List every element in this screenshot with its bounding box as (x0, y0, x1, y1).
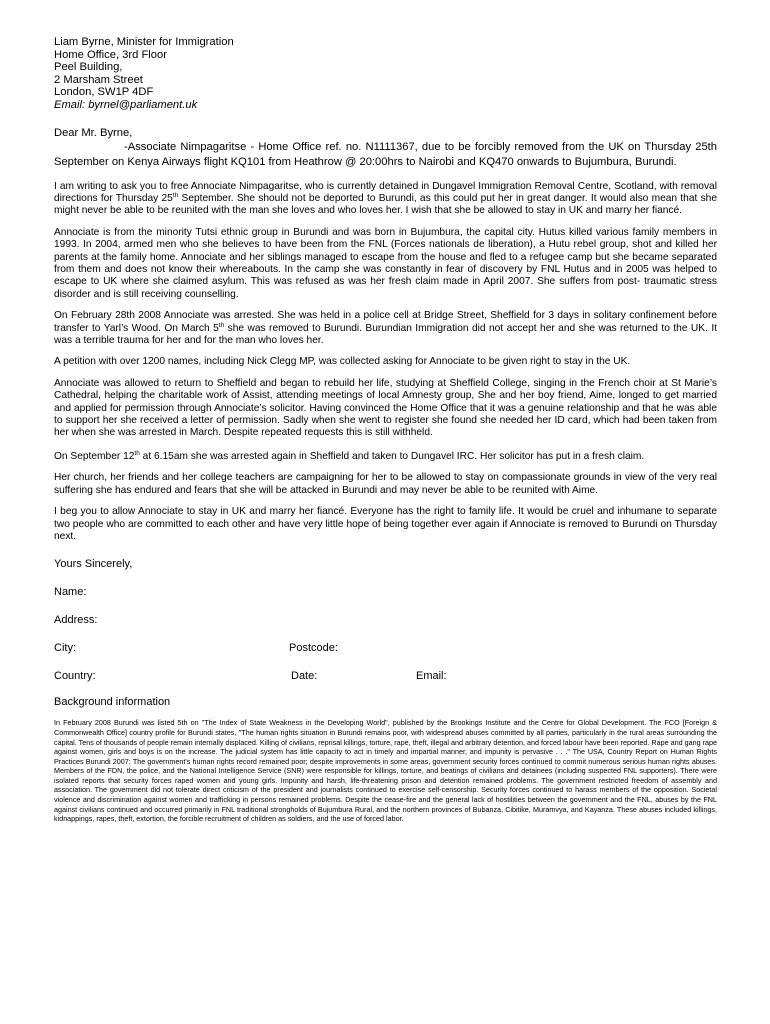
country-field-label: Country: (54, 670, 96, 683)
paragraph-text: September. She should not be deported to Burundi, as this could put her in great danger. It would also mean that she might never be able to be reunited with the man she loves and who loves her. I wish that she be allowed to stay in UK and marry her fiancé. (54, 192, 717, 217)
paragraph-arrest (54, 310, 717, 347)
paragraph-background: Annociate is from the minority Tutsi ethnic group in Burundi and was born in Bujumbura, the capital city. Hutus killed various family members in 1993. In 2004, armed men who she believes to have been from the FNL (Forces nationals de liberation), a Hutu rebel group, shot and killed her parents at the family home. Annociate and her siblings managed to escape from the house and fled to a refugee camp but she became separated from them and does not know their whereabouts. In the camp she was constantly in fear of discovery by FNL Hutus and in 2005 was helped to escape to UK where she claimed asylum. This was refused as was her fresh claim made in April 2007. She suffers from post- traumatic stress disorder and is still receiving counselling. (54, 226, 717, 300)
paragraph-text: she was removed to Burundi. Burundian Immigration did not accept her and she was returned to the UK. It was a terrible trauma for her and for the man who loves her. (54, 322, 717, 347)
paragraph-text: On February 28th 2008 Annociate was arrested. She was held in a police cell at Bridge Street, Sheffield for 3 days in solitary confinement before transfer to Yarl’s Wood. On March 5 (54, 310, 717, 334)
recipient-address-block (54, 36, 717, 112)
address-line: London, SW1P 4DF (54, 86, 154, 99)
background-text: In February 2008 Burundi was listed 5th on "The Index of State Weakness in the Developing World", published by the Brookings Institute and the Centre for Global Development. The FCO [Foreign & Commonwealth Office] country profile for Burundi states, "The human rights situation in Burundi remains poor, with widespread abuses committed by all parties, particularly in the rural areas surrounding the capital. Tens of thousands of people remain internally displaced. Killing of civilians, reprisal killings, torture, rape, theft, illegal and arbitrary detention, and forced labour have been reported. Rape and gang rape against women, girls and boys is on the increase. The judicial system has little capacity to act in timely and impartial manner, and impunity is pervasive . . ." The USA, Country Report on Human Rights Practices Burundi 2007: The government's human rights record remained poor; despite improvements in some areas, government security forces continued to commit numerous serious human rights abuses. Members of the FDN, the police, and the National Intelligence Service (SNR) were responsible for killings, torture, and beatings of civilians and detainees (including suspected FNL supporters). There were isolated reports that security forces raped women and young girls. Impunity and harsh, life-threatening prison and detention remained problems. The government restricted freedom of assembly and association. The government did not tolerate direct criticism of the president and journalists continued to exercise self-censorship. Security forces continued to harass members of the opposition. Societal violence and discrimination against women and trafficking in persons remained problems. Despite the cease-fire and the general lack of hostilities between the government and the FNL, abuses by the FNL against civilians continued and occurred primarily in FNL traditional strongholds of Bujumbura Rural, and the northern provinces of Bubanza, Cibitike, Muramvya, and Kayanza. These abuses included killings, kidnappings, rapes, theft, extortion, the forcible recruitment of children as soldiers, and the use of forced labor. (54, 718, 717, 824)
subject-reference: Associate Nimpagaritse - Home Office ref. no. N1111367 (127, 140, 415, 153)
address-field-label: Address: (54, 614, 98, 627)
paragraph-request (54, 181, 717, 218)
address-line: 2 Marsham Street (54, 73, 143, 86)
paragraph-text: at 6.15am she was arrested again in Sheffield and taken to Dungavel IRC. Her solicitor has put in a fresh claim. (139, 450, 645, 462)
background-heading: Background information (54, 696, 171, 709)
subject-dash: - (124, 140, 128, 153)
recipient-name: Liam Byrne, Minister for Immigration (54, 36, 234, 48)
email-field-label: Email: (416, 670, 447, 683)
subject-details: , due to be forcibly removed from the UK on Thursday 25th September on Kenya Airways flight KQ101 from Heathrow @ 20:00hrs to Nairobi and KQ470 onwards to Bujumbura, Burundi. (54, 140, 717, 168)
date-field-label: Date: (291, 670, 318, 683)
paragraph-text: I am writing to ask you to free Annociate Nimpagaritse, who is currently detained in Dungavel Immigration Removal Centre, Scotland, with removal directions for Thursday 25 (54, 180, 717, 204)
recipient-email: Email: byrnel@parliament.uk (54, 98, 198, 111)
letter-page (54, 36, 717, 824)
superscript: th (172, 191, 179, 199)
paragraph-rearrest (54, 451, 717, 463)
paragraph-sheffield: Annociate was allowed to return to Sheffield and began to rebuild her life, studying at Sheffield College, singing in the French choir at St Marie’s Cathedral, helping the charitable work of Assist, attending meetings of local Amnesty group, She and her boy friend, Aime, longed to get married and applied for permission through Annociate’s solicitor. Having convinced the Home Office that it was a genuine relationship and that he was able to support her she received a letter of permission. Sadly when she went to register she found she needed her ID card, which had been taken from her when she was arrested in March. Despite repeated requests this is still withheld. (54, 377, 717, 439)
paragraph-petition: A petition with over 1200 names, including Nick Clegg MP, was collected asking for Annociate to be given right to stay in the UK. (54, 356, 631, 368)
paragraph-campaign: Her church, her friends and her college teachers are campaigning for her to be allowed to stay on compassionate grounds in view of the very real suffering she has endured and fears that she will be attacked in Burundi and may never be able to be reunited with Aime. (54, 472, 717, 496)
name-field-label: Name: (54, 586, 87, 599)
postcode-field-label: Postcode: (289, 642, 338, 655)
salutation: Dear Mr. Byrne, (54, 126, 133, 139)
address-line: Peel Building, (54, 61, 123, 74)
city-field-label: City: (54, 642, 76, 655)
subject-line (54, 140, 717, 170)
superscript: th (134, 449, 140, 457)
closing: Yours Sincerely, (54, 558, 133, 571)
superscript: th (218, 321, 225, 329)
signature-fields (54, 585, 717, 683)
address-line: Home Office, 3rd Floor (54, 48, 167, 61)
paragraph-text: On September 12 (54, 450, 135, 462)
paragraph-plea: I beg you to allow Annociate to stay in UK and marry her fiancé. Everyone has the right to family life. It would be cruel and inhumane to separate two people who are committed to each other and have very little hope of being together ever again if Annociate is removed to Burundi on Thursday next. (54, 506, 717, 542)
